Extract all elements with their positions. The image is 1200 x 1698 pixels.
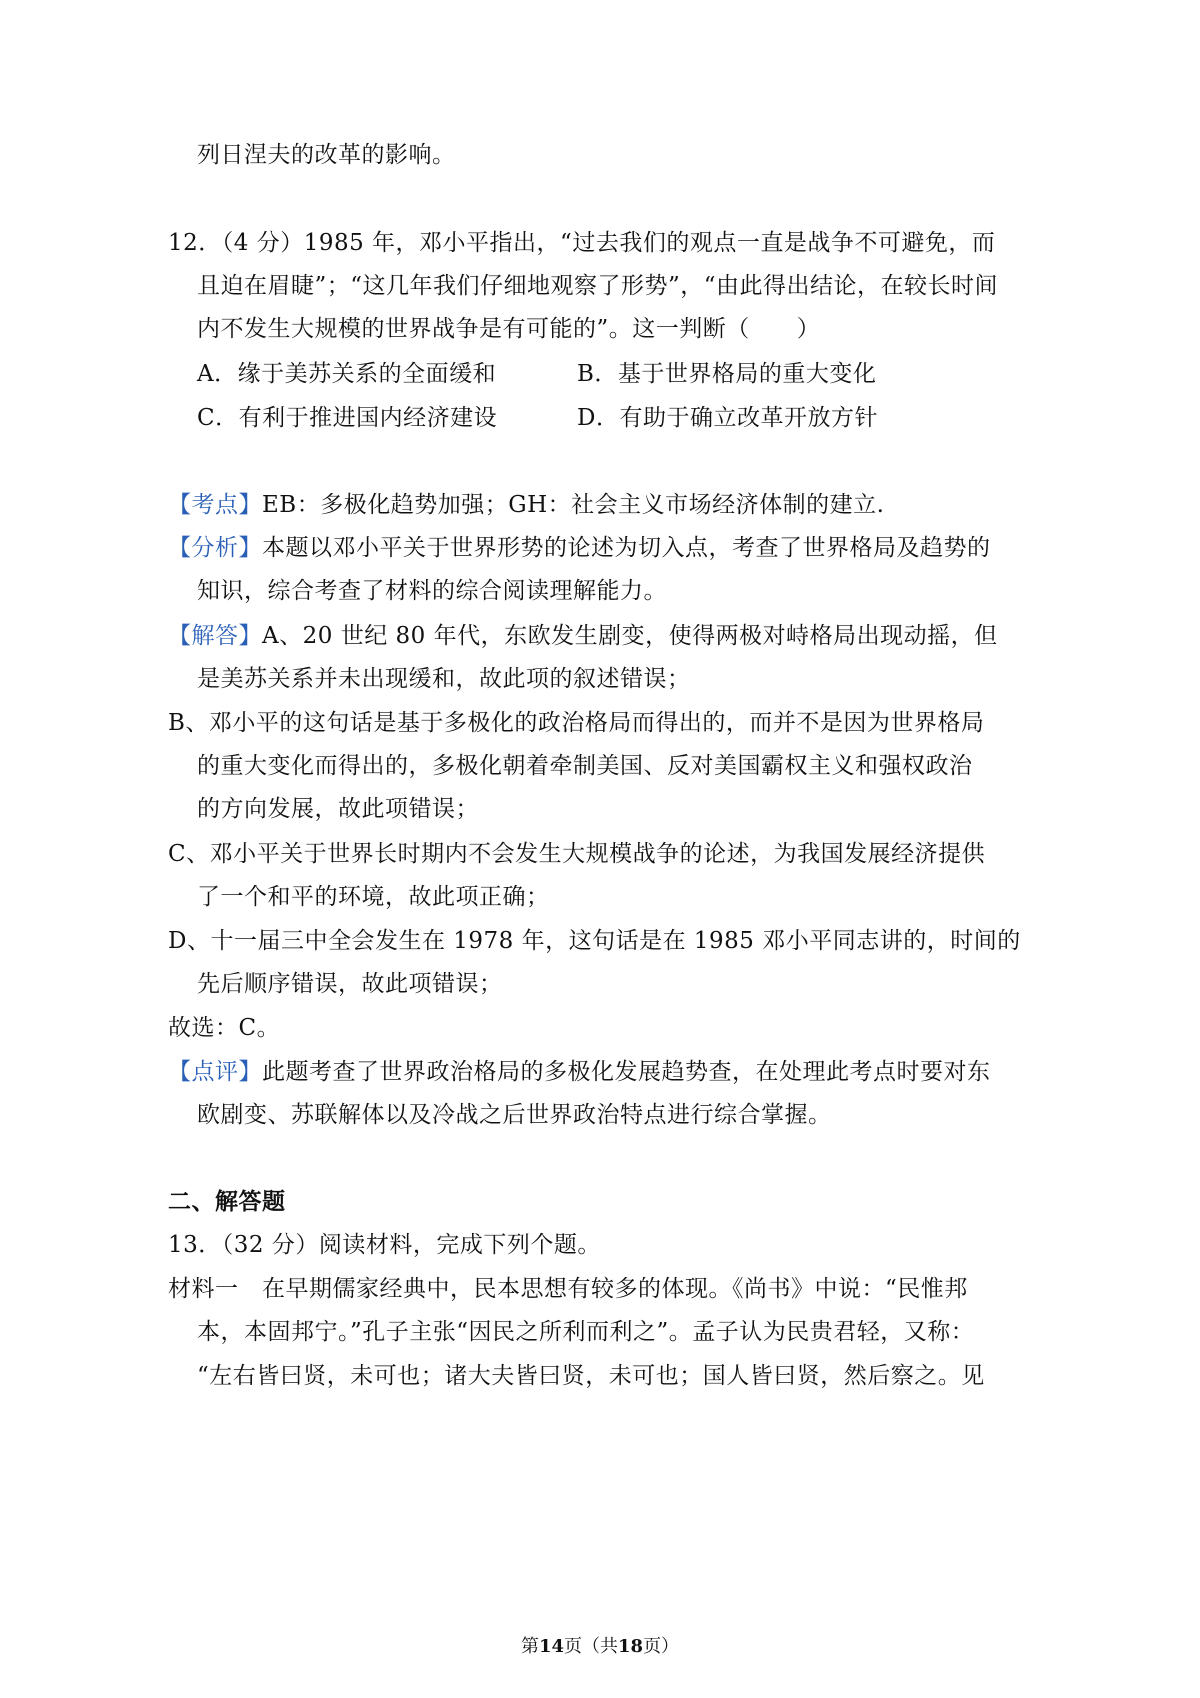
footer-prefix: 第 <box>520 1636 539 1657</box>
previous-question-continuation: 列日涅夫的改革的影响。 <box>197 142 456 168</box>
jieda-tag: 【解答】 <box>168 623 262 649</box>
material-1-line-1: 材料一 在早期儒家经典中，民本思想有较多的体现。《尚书》中说：“民惟邦 <box>168 1276 968 1302</box>
answer-c-line-1: C、邓小平关于世界长时期内不会发生大规模战争的论述，为我国发展经济提供 <box>168 841 986 867</box>
final-answer: 故选：C。 <box>168 1015 281 1041</box>
dianping-line-2: 欧剧变、苏联解体以及冷战之后世界政治特点进行综合掌握。 <box>197 1102 832 1128</box>
answer-b-line-3: 的方向发展，故此项错误； <box>197 796 479 822</box>
kaodian-tag: 【考点】 <box>168 492 262 518</box>
question-12-stem-line-1: 12．（4 分）1985 年，邓小平指出，“过去我们的观点一直是战争不可避免，而 <box>168 230 996 256</box>
jieda-text-1: A、20 世纪 80 年代，东欧发生剧变，使得两极对峙格局出现动摇，但 <box>262 623 998 649</box>
option-c: C．有利于推进国内经济建设 <box>197 405 498 431</box>
footer-page-number: 14 <box>538 1636 564 1657</box>
question-13-stem: 13．（32 分）阅读材料，完成下列个题。 <box>168 1232 601 1258</box>
kaodian-line <box>168 490 884 520</box>
fenxi-text-1: 本题以邓小平关于世界形势的论述为切入点，考查了世界格局及趋势的 <box>262 535 991 561</box>
answer-d-line-1: D、十一届三中全会发生在 1978 年，这句话是在 1985 邓小平同志讲的，时间的 <box>168 928 1021 954</box>
answer-d-line-2: 先后顺序错误，故此项错误； <box>197 971 503 997</box>
footer-suffix: 页） <box>643 1636 680 1657</box>
jieda-line-1 <box>168 621 998 651</box>
option-a: A．缘于美苏关系的全面缓和 <box>197 361 497 387</box>
option-b: B．基于世界格局的重大变化 <box>577 361 877 387</box>
footer-total-pages: 18 <box>618 1636 644 1657</box>
material-1-line-3: “左右皆曰贤，未可也；诸大夫皆曰贤，未可也；国人皆曰贤，然后察之。见 <box>197 1363 985 1389</box>
answer-b-line-2: 的重大变化而得出的，多极化朝着牵制美国、反对美国霸权主义和强权政治 <box>197 753 973 779</box>
jieda-line-2: 是美苏关系并未出现缓和，故此项的叙述错误； <box>197 666 691 692</box>
dianping-line-1 <box>168 1057 991 1087</box>
question-12-stem-line-2: 且迫在眉睫”；“这几年我们仔细地观察了形势”，“由此得出结论，在较长时间 <box>197 273 999 299</box>
answer-b-line-1: B、邓小平的这句话是基于多极化的政治格局而得出的，而并不是因为世界格局 <box>168 710 985 736</box>
material-1-line-2: 本，本固邦宁。”孔子主张“因民之所利而利之”。孟子认为民贵君轻，又称： <box>197 1319 975 1345</box>
section-title: 二、解答题 <box>168 1188 286 1215</box>
answer-c-line-2: 了一个和平的环境，故此项正确； <box>197 884 550 910</box>
fenxi-tag: 【分析】 <box>168 535 262 561</box>
fenxi-line-1 <box>168 533 991 563</box>
option-d: D．有助于确立改革开放方针 <box>577 405 878 431</box>
dianping-tag: 【点评】 <box>168 1059 262 1085</box>
footer-mid: 页（共 <box>564 1636 618 1657</box>
question-12-stem-line-3: 内不发生大规模的世界战争是有可能的”。这一判断（ ） <box>197 316 821 342</box>
kaodian-text: EB：多极化趋势加强；GH：社会主义市场经济体制的建立. <box>262 492 885 518</box>
page-footer <box>0 1635 1200 1659</box>
fenxi-line-2: 知识，综合考查了材料的综合阅读理解能力。 <box>197 578 667 604</box>
dianping-text-1: 此题考查了世界政治格局的多极化发展趋势查，在处理此考点时要对东 <box>262 1059 991 1085</box>
